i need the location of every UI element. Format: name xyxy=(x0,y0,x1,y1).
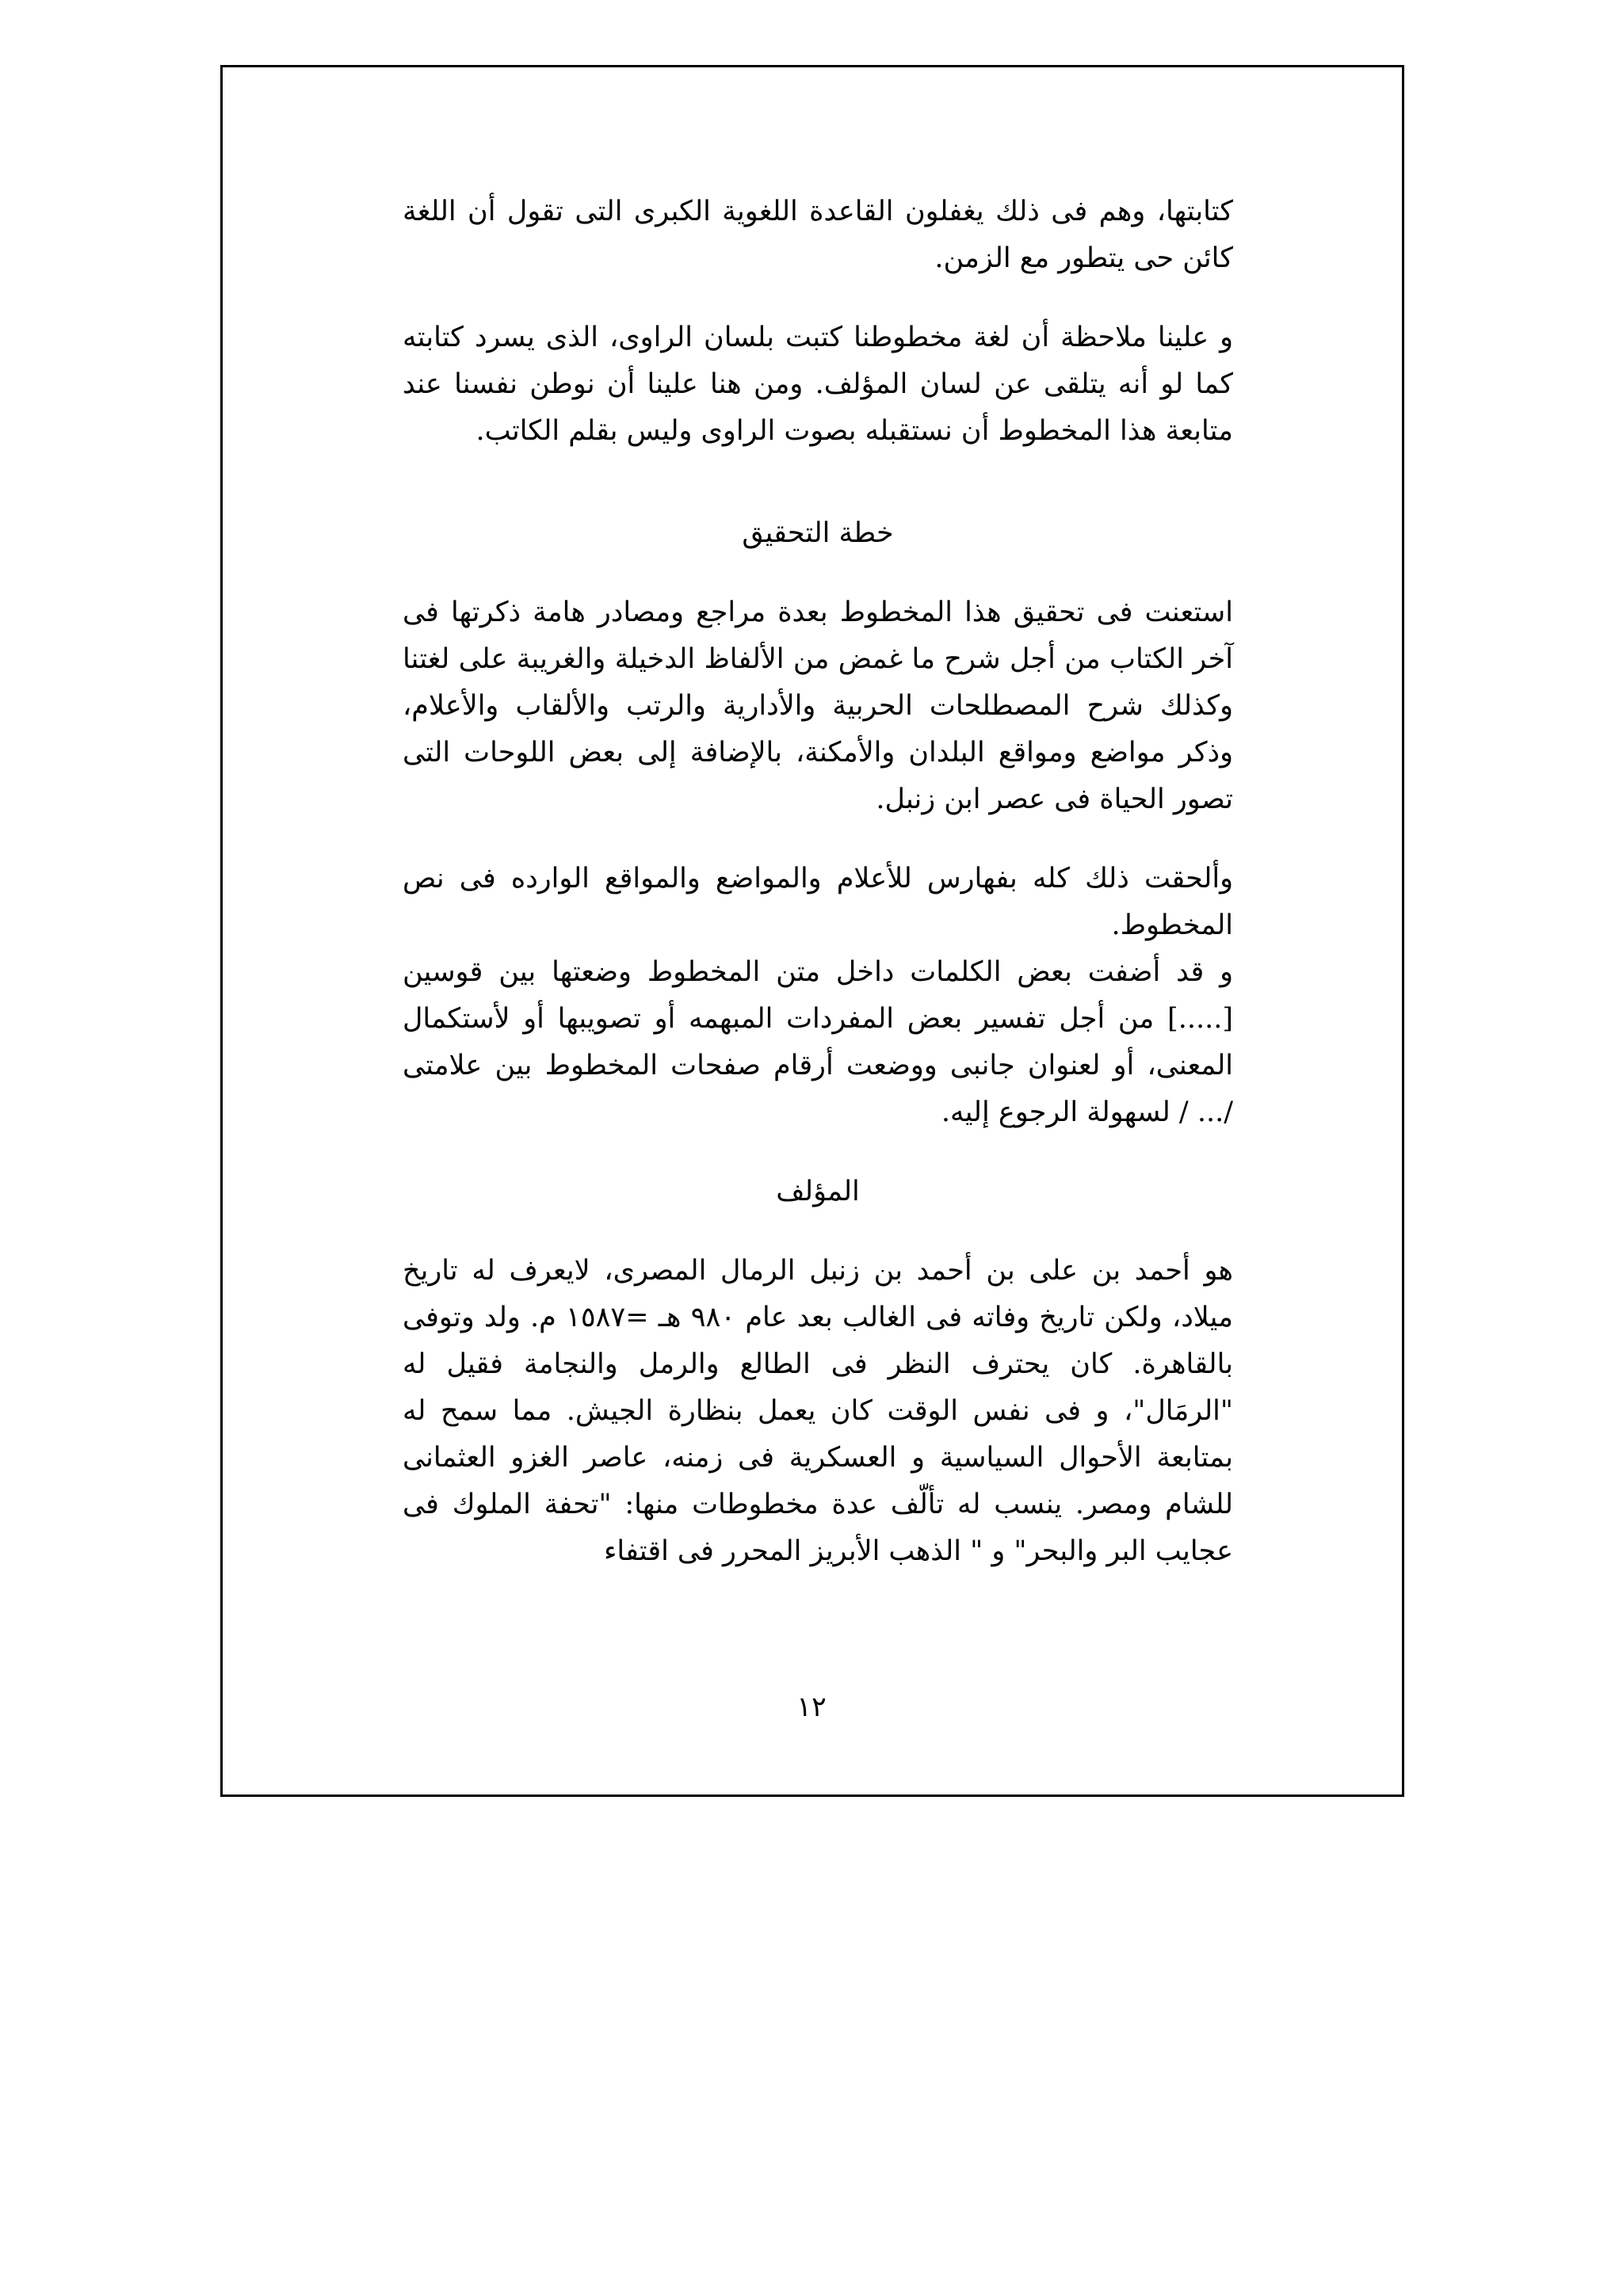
paragraph-references: استعنت فى تحقيق هذا المخطوط بعدة مراجع ومصادر هامة ذكرتها فى آخر الكتاب من أجل شرح ما غمض من الألفاظ الدخيلة والغريبة على لغتنا وكذلك شرح المصطلحات الحربية والأدارية والرتب والألقاب والأعلام، وذكر مواضع ومواقع البلدان والأمكنة، بالإضافة إلى بعض اللوحات التى تصور الحياة فى عصر ابن زنبل. xyxy=(403,597,1233,815)
section-heading-investigation-plan: خطة التحقيق xyxy=(742,517,894,549)
paragraph-spacer xyxy=(403,282,1233,315)
section-heading-author: المؤلف xyxy=(776,1176,860,1207)
paragraph-spacer xyxy=(403,557,1233,589)
paragraph-spacer xyxy=(403,823,1233,856)
document-body xyxy=(403,189,1233,1575)
paragraph-continuation: كتابتها، وهم فى ذلك يغفلون القاعدة اللغوية الكبرى التى تقول أن اللغة كائن حى يتطور مع الزمن. xyxy=(403,196,1233,274)
paragraph-indexes: وألحقت ذلك كله بفهارس للأعلام والمواضع والمواقع الوارده فى نص المخطوط. xyxy=(403,863,1233,941)
paragraph-spacer xyxy=(403,1215,1233,1248)
paragraph-spacer xyxy=(403,1136,1233,1169)
paragraph-additions: و قد أضفت بعض الكلمات داخل متن المخطوط وضعتها بين قوسين [.....] من أجل تفسير بعض المفردات المبهمه أو تصويبها أو لأستكمال المعنى، أو لعنوان جانبى ووضعت أرقام صفحات المخطوط بين علامتى /... / لسهولة الرجوع إليه. xyxy=(403,956,1233,1128)
section-spacer xyxy=(403,455,1233,510)
page-number: ١٢ xyxy=(796,1691,827,1723)
paragraph-author-bio: هو أحمد بن على بن أحمد بن زنبل الرمال المصرى، لايعرف له تاريخ ميلاد، ولكن تاريخ وفاته فى الغالب بعد عام ٩٨٠ هـ =١٥٨٧ م. ولد وتوفى بالقاهرة. كان يحترف النظر فى الطالع والرمل والنجامة فقيل له "الرمَال"، و فى نفس الوقت كان يعمل بنظارة الجيش. مما سمح له بمتابعة الأحوال السياسية و العسكرية فى زمنه، عاصر الغزو العثمانى للشام ومصر. ينسب له تألّف عدة مخطوطات منها: "تحفة الملوك فى عجايب البر والبحر" و " الذهب الأبريز المحرر فى اقتفاء xyxy=(403,1255,1233,1567)
paragraph-narrator-note: و علينا ملاحظة أن لغة مخطوطنا كتبت بلسان الراوى، الذى يسرد كتابته كما لو أنه يتلقى عن لسان المؤلف. ومن هنا علينا أن نوطن نفسنا عند متابعة هذا المخطوط أن نستقبله بصوت الراوى وليس بقلم الكاتب. xyxy=(403,322,1233,447)
